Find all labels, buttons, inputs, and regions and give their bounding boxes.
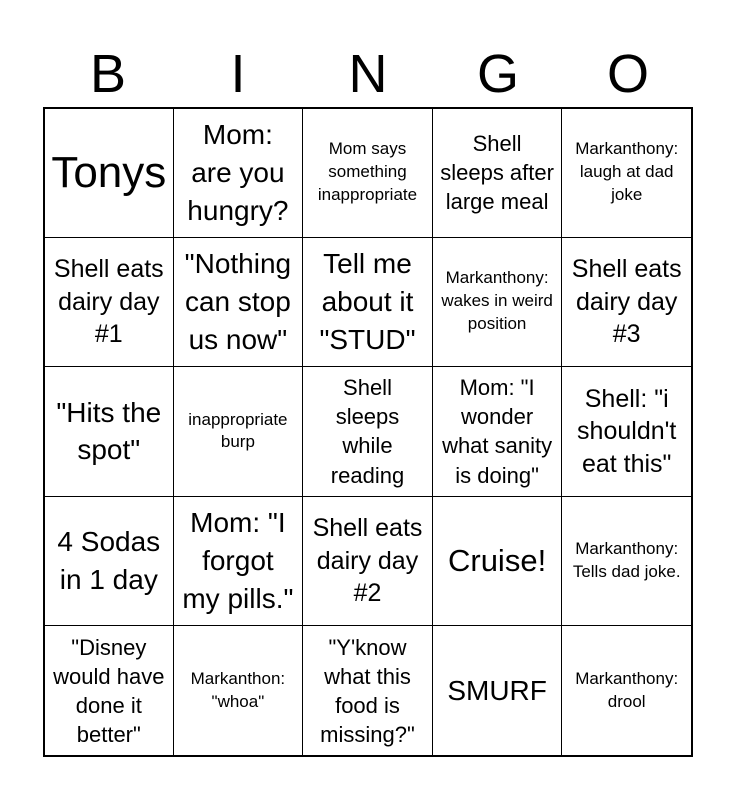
bingo-cell[interactable]: "Disney would have done it better" — [44, 625, 174, 756]
bingo-header — [43, 44, 693, 104]
bingo-cell[interactable]: Markanthon: "whoa" — [173, 625, 304, 756]
header-letter-i: I — [230, 44, 246, 104]
bingo-cell[interactable]: Tonys — [44, 108, 174, 238]
bingo-cell[interactable]: Shell sleeps while reading — [302, 366, 433, 497]
bingo-cell[interactable]: 4 Sodas in 1 day — [44, 496, 174, 627]
bingo-cell[interactable]: Shell eats dairy day #2 — [302, 496, 433, 627]
bingo-cell[interactable]: "Hits the spot" — [44, 366, 174, 497]
header-letter-b: B — [89, 44, 127, 104]
bingo-cell[interactable]: Shell eats dairy day #1 — [44, 237, 174, 368]
bingo-cell[interactable]: "Nothing can stop us now" — [173, 237, 304, 368]
bingo-cell[interactable]: Markanthony: Tells dad joke. — [561, 496, 692, 627]
header-letter-o: O — [606, 44, 649, 104]
bingo-cell[interactable]: Markanthony: wakes in weird position — [432, 237, 563, 368]
bingo-cell[interactable]: "Y'know what this food is missing?" — [302, 625, 433, 756]
bingo-cell[interactable]: Shell: "i shouldn't eat this" — [561, 366, 692, 497]
bingo-cell[interactable]: Mom says something inappropriate — [302, 108, 433, 238]
bingo-cell[interactable]: SMURF — [432, 625, 563, 756]
bingo-cell[interactable]: Shell eats dairy day #3 — [561, 237, 692, 368]
bingo-cell[interactable]: Markanthony: drool — [561, 625, 692, 756]
bingo-cell[interactable]: Markanthony: laugh at dad joke — [561, 108, 692, 238]
bingo-cell[interactable]: Shell sleeps after large meal — [432, 108, 563, 238]
bingo-cell[interactable]: inappropriate burp — [173, 366, 304, 497]
bingo-cell[interactable]: Cruise! — [432, 496, 563, 627]
bingo-cell[interactable]: Mom: "I wonder what sanity is doing" — [432, 366, 563, 497]
bingo-cell[interactable]: Mom: are you hungry? — [173, 108, 304, 238]
bingo-cell[interactable]: Tell me about it "STUD" — [302, 237, 433, 368]
header-letter-g: G — [476, 44, 519, 104]
bingo-cell[interactable]: Mom: "I forgot my pills." — [173, 496, 304, 627]
bingo-grid — [43, 107, 693, 757]
header-letter-n: N — [348, 44, 388, 104]
